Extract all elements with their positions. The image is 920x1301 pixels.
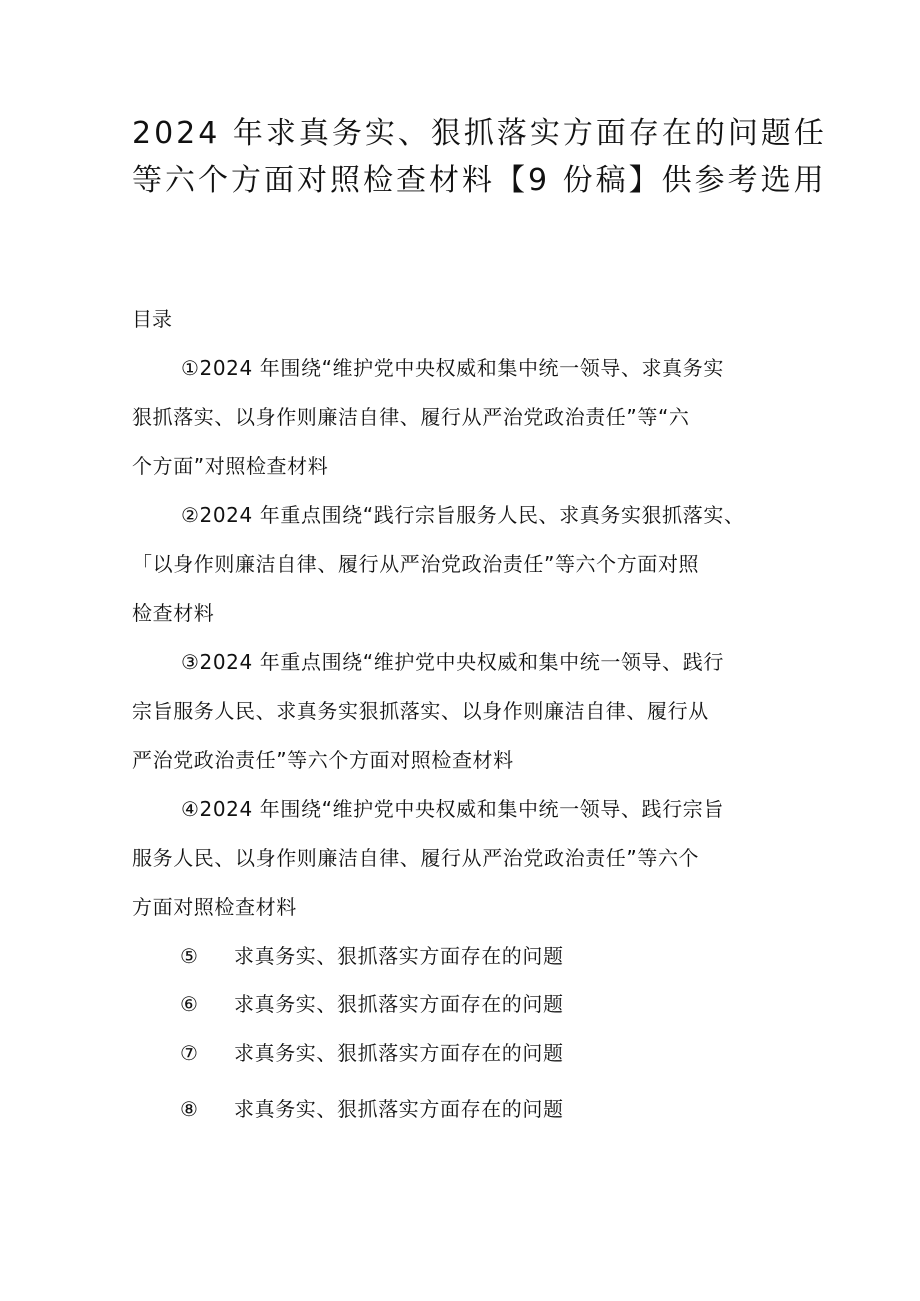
toc-entry-1 [132, 344, 797, 491]
toc-entry-line: ③2024 年重点围绕“维护党中央权威和集中统一领导、践行 [181, 650, 724, 674]
toc-entry-line: ①2024 年围绕“维护党中央权威和集中统一领导、求真务实 [181, 356, 724, 380]
entry-text: 求真务实、狠抓落实方面存在的问题 [234, 944, 564, 968]
toc-entry-line: 方面对照检查材料 [132, 895, 297, 919]
toc-entry-3 [132, 638, 797, 785]
entry-text: 求真务实、狠抓落实方面存在的问题 [234, 1097, 564, 1121]
entry-number: ⑥ [180, 992, 199, 1016]
entry-number: ⑦ [180, 1041, 199, 1065]
toc-entry-line: 「以身作则廉洁自律、履行从严治党政治责任”等六个方面对照 [132, 552, 700, 576]
toc-entry-line: ④2024 年围绕“维护党中央权威和集中统一领导、践行宗旨 [181, 797, 724, 821]
toc-entry-line: 宗旨服务人民、求真务实狠抓落实、以身作则廉洁自律、履行从 [132, 699, 709, 723]
entry-text: 求真务实、狠抓落实方面存在的问题 [234, 1041, 564, 1065]
entry-number: ⑧ [180, 1097, 199, 1121]
title-line-2: 等六个方面对照检查材料【9 份稿】供参考选用 [132, 163, 827, 198]
toc-entry-4 [132, 785, 797, 932]
toc-entry-line: 个方面”对照检查材料 [132, 454, 329, 478]
toc-entry-line: 严治党政治责任”等六个方面对照检查材料 [132, 748, 514, 772]
toc-entry-2 [132, 491, 797, 638]
toc-entry-6 [180, 988, 564, 1020]
toc-entry-line: 狠抓落实、以身作则廉洁自律、履行从严治党政治责任”等“六 [132, 405, 690, 429]
toc-entry-7 [180, 1037, 564, 1069]
toc-entry-5 [180, 940, 564, 972]
document-title [132, 110, 827, 204]
toc-entry-line: ②2024 年重点围绕“践行宗旨服务人民、求真务实狠抓落实、 [181, 503, 745, 527]
toc-entry-line: 检查材料 [132, 601, 215, 625]
entry-text: 求真务实、狠抓落实方面存在的问题 [234, 992, 564, 1016]
toc-heading: 目录 [132, 307, 172, 331]
toc-entry-line: 服务人民、以身作则廉洁自律、履行从严治党政治责任”等六个 [132, 846, 700, 870]
toc-entry-8 [180, 1093, 564, 1125]
title-line-1: 2024 年求真务实、狠抓落实方面存在的问题任 [132, 116, 827, 151]
entry-number: ⑤ [180, 944, 199, 968]
